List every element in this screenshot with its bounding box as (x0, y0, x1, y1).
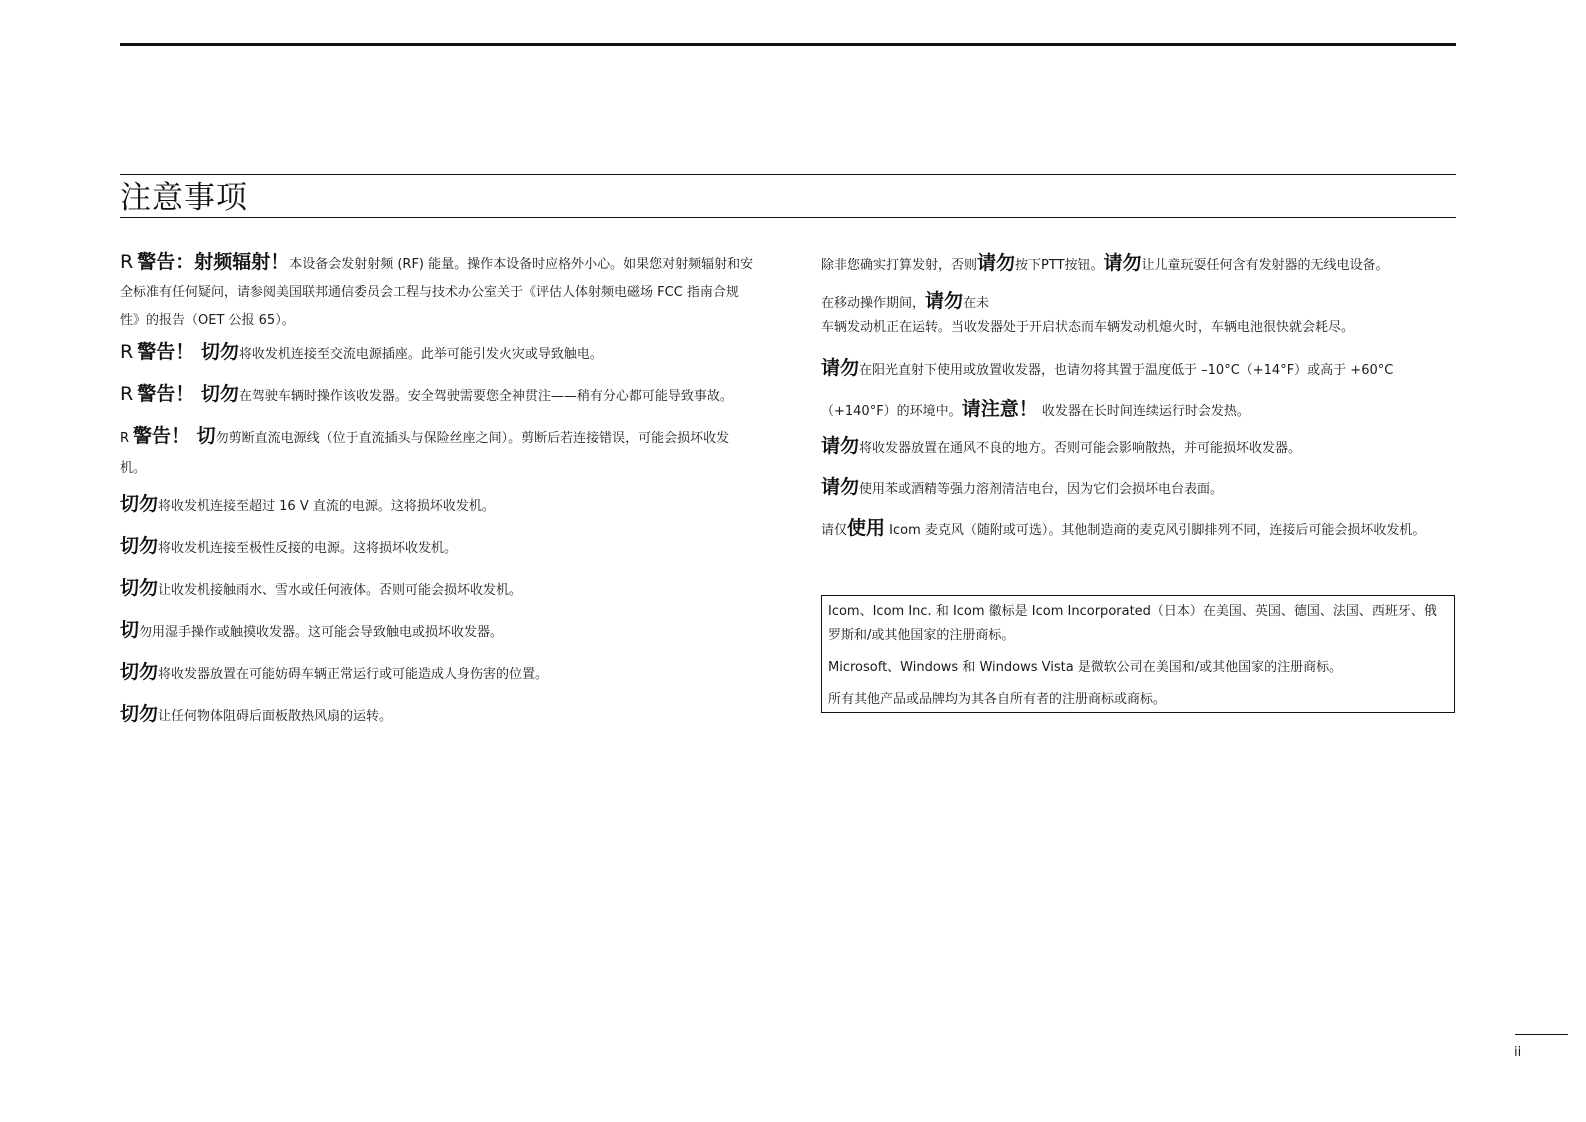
precaution-item (821, 289, 1457, 340)
precaution-text: 勿剪断直流电源线（位于直流插头与保险丝座之间）。剪断后若连接错误，可能会损坏收发机。 (120, 431, 730, 476)
precaution-text: 将收发器放置在可能妨碍车辆正常运行或可能造成人身伤害的位置。 (158, 667, 549, 682)
page-number-rule (1515, 1034, 1568, 1035)
precaution-text: 将收发机连接至极性反接的电源。这将损坏收发机。 (158, 541, 458, 556)
precaution-lead: 警告：射频辐射！ (137, 251, 290, 273)
precaution-item (821, 513, 1457, 546)
precaution-lead: 警告！ 切勿 (137, 383, 239, 405)
precaution-item (120, 573, 755, 606)
precaution-text: 将收发机连接至交流电源插座。此举可能引发火灾或导致触电。 (238, 347, 603, 362)
trademark-note: 所有其他产品或品牌均为其各自所有者的注册商标或商标。 (828, 692, 1167, 707)
precaution-item (120, 337, 755, 370)
precaution-text: 使用苯或酒精等强力溶剂清洁电台，因为它们会损坏电台表面。 (859, 482, 1224, 497)
precaution-item (120, 531, 755, 564)
title-bottom-rule (120, 217, 1456, 218)
precaution-text: 让儿童玩耍任何含有发射器的无线电设备。 (1141, 258, 1389, 273)
warning-marker: R (120, 341, 134, 363)
precaution-text: 勿用湿手操作或触摸收发器。这可能会导致触电或损坏收发器。 (139, 625, 504, 640)
top-rule (120, 43, 1456, 46)
warning-marker: R (120, 431, 130, 446)
precaution-text: 在移动操作期间， (821, 296, 926, 311)
right-column (821, 248, 1457, 554)
precaution-text: 本设备会发射射频 (RF) 能量。操作本设备时应格外小心。如果您对射频辐射和安全标准有任何疑问，请参阅美国联邦通信委员会工程与技术办公室关于《评估人体射频电磁场 FCC 指南合规性》的报告（OET 公报 65）。 (120, 257, 754, 328)
trademark-note: Microsoft、Windows 和 Windows Vista 是微软公司在美国和/或其他国家的注册商标。 (828, 660, 1343, 675)
precaution-lead: 警告！ 切 (133, 425, 216, 447)
precaution-item (821, 431, 1457, 464)
precaution-text: 在驾驶车辆时操作该收发器。安全驾驶需要您全神贯注——稍有分心都可能导致事故。 (238, 389, 733, 404)
page-number: ii (1514, 1045, 1522, 1060)
precaution-item (120, 657, 755, 690)
precaution-item (821, 248, 1457, 281)
precaution-item (120, 379, 755, 412)
precaution-text: 将收发器放置在通风不良的地方。否则可能会影响散热，并可能损坏收发器。 (859, 441, 1302, 456)
precaution-lead: 切勿 (120, 535, 159, 557)
precaution-item (120, 489, 755, 522)
precaution-lead: 请注意！ (961, 398, 1038, 420)
precaution-item (120, 421, 755, 484)
precaution-text: 在阳光直射下使用或放置收发器，也请勿将其置于温度低于 –10°C（+14°F）或高于 +60°C（+140°F）的环境中。 (821, 363, 1394, 419)
precaution-text: 请仅 (821, 523, 848, 538)
precaution-text: 在未 (963, 296, 990, 311)
precaution-lead: 请勿 (821, 435, 860, 457)
precaution-text: 让任何物体阻碍后面板散热风扇的运转。 (158, 709, 393, 724)
precaution-text: 按下PTT按钮。 (1015, 258, 1104, 273)
precaution-item (821, 349, 1457, 431)
precaution-item (120, 248, 755, 335)
warning-marker: R (120, 251, 134, 273)
precaution-lead: 切 (120, 619, 140, 641)
precaution-text: 除非您确实打算发射，否则 (821, 258, 978, 273)
precaution-item (821, 472, 1457, 505)
precaution-lead: 请勿 (821, 357, 860, 379)
precaution-text: 让收发机接触雨水、雪水或任何液体。否则可能会损坏收发机。 (158, 583, 523, 598)
precaution-lead: 使用 (847, 517, 886, 539)
title-top-rule (120, 174, 1456, 175)
precaution-item (120, 699, 755, 732)
precaution-item (120, 615, 755, 648)
warning-marker: R (120, 383, 134, 405)
precaution-lead: 切勿 (120, 703, 159, 725)
left-column (120, 248, 755, 741)
precaution-lead: 请勿 (821, 476, 860, 498)
precaution-lead: 请勿 (977, 252, 1016, 274)
precaution-text: Icom 麦克风（随附或可选）。其他制造商的麦克风引脚排列不同，连接后可能会损坏收发机。 (885, 523, 1426, 538)
precaution-lead: 切勿 (120, 661, 159, 683)
trademark-note: Icom、Icom Inc. 和 Icom 徽标是 Icom Incorporated（日本）在美国、英国、德国、法国、西班牙、俄罗斯和/或其他国家的注册商标。 (828, 604, 1437, 643)
precaution-lead: 切勿 (120, 577, 159, 599)
precaution-text: 车辆发动机正在运转。当收发器处于开启状态而车辆发动机熄火时，车辆电池很快就会耗尽。 (821, 320, 1355, 335)
precaution-lead: 请勿 (925, 290, 964, 312)
page-title: 注意事项 (120, 180, 248, 216)
precaution-text: 收发器在长时间连续运行时会发热。 (1037, 404, 1250, 419)
precaution-lead: 切勿 (120, 493, 159, 515)
trademark-box (821, 595, 1455, 713)
precaution-text: 将收发机连接至超过 16 V 直流的电源。这将损坏收发机。 (158, 499, 495, 514)
precaution-lead: 警告！ 切勿 (137, 341, 239, 363)
precaution-lead: 请勿 (1103, 252, 1142, 274)
